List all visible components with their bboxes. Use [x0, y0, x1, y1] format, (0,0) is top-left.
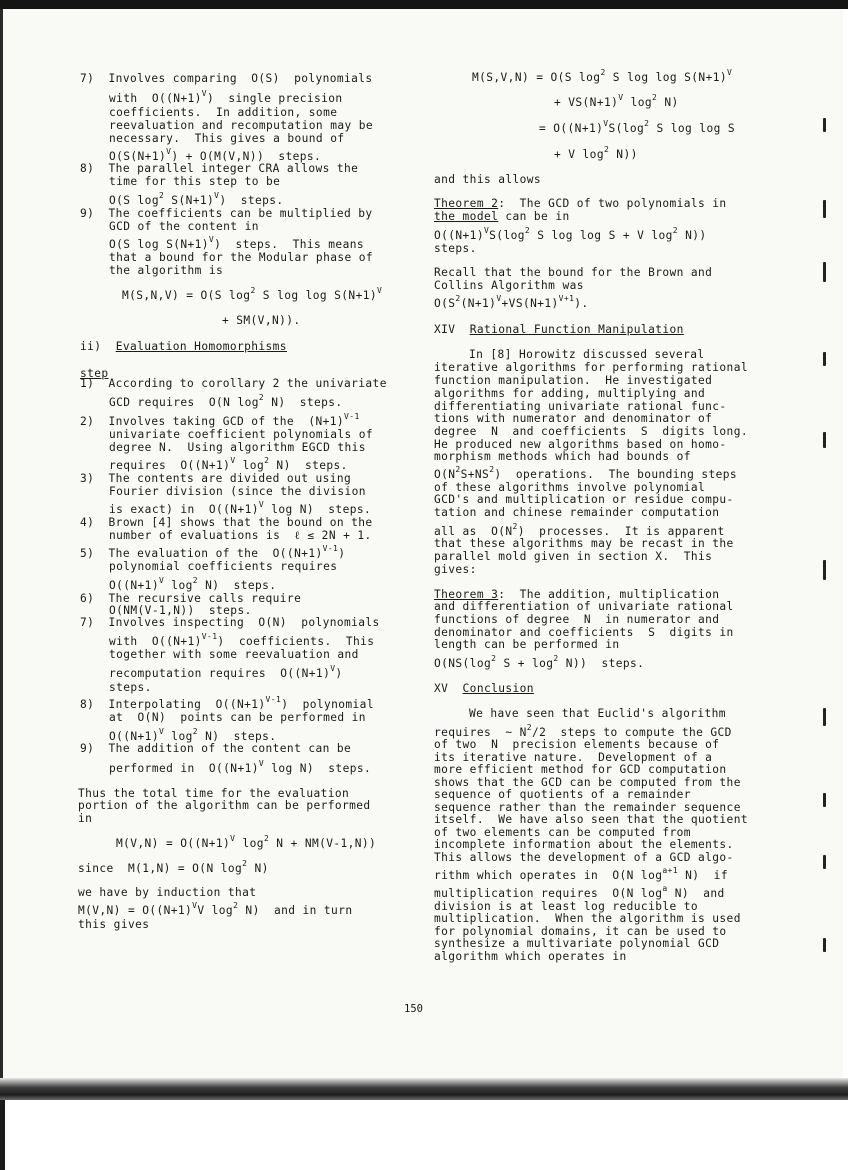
right_column-text-line: shows that the GCD can be computed from the	[434, 776, 741, 789]
left_column-text-line: degree N. Using algorithm EGCD this	[109, 441, 366, 454]
right_column-text-line: + $VS(N+1)^V$ $\log^2 N$)	[554, 93, 679, 109]
right_column-text-line: of two N precision elements because of	[434, 738, 720, 751]
right_column-text-line: function manipulation. He investigated	[434, 374, 713, 387]
margin-mark	[823, 855, 826, 869]
scan-top-border	[0, 0, 848, 9]
left_column-text-line: portion of the algorithm can be performed	[78, 799, 371, 812]
left_column-text-line: $M(V,N) = O((N+1)^V$ $\log^2 N + NM(V-1,N)$)	[116, 834, 377, 850]
left_column-text-line: 4) Brown [4] shows that the bound on the	[80, 516, 373, 529]
margin-mark	[823, 352, 826, 366]
margin-mark	[823, 200, 826, 218]
right_column-text-line: requires ~ $N^2/2$ steps to compute the GCD	[434, 723, 732, 739]
left_column-text-line: O(S $\log S(N+1)^V$) steps. This means	[109, 235, 364, 251]
right_column-text-line: $O(NS(\log^2$ $S + \log^2 N$)) steps.	[434, 654, 645, 670]
right_column-text-line: This allows the development of a GCD algo-	[434, 851, 734, 864]
left_column-text-line: 7) Involves inspecting O(N) polynomials	[80, 616, 380, 629]
right_column-text-line: multiplication. When the algorithm is used	[434, 912, 741, 925]
right_column-text-line: + V $\log^2 N$))	[554, 145, 638, 161]
left_column-text-line: 9) The coefficients can be multiplied by	[80, 207, 373, 220]
left_column-text-line: polynomial coefficients requires	[109, 560, 338, 573]
right_column-text-line: differentiating univariate rational func-	[434, 400, 727, 413]
right_column-text-line: that these algorithms may be recast in the	[434, 537, 734, 550]
right_column-text-line: GCD's and multiplication or residue compu-	[434, 493, 734, 506]
right_column-text-line: of two elements can be computed from	[434, 826, 691, 839]
right_column-text-line: algorithm which operates in	[434, 950, 627, 963]
right_column-text-line: XIV Rational Function Manipulation	[434, 323, 684, 336]
left_column-text-line: number of evaluations is ℓ ≤ 2N + 1.	[109, 529, 372, 542]
margin-mark	[823, 560, 826, 580]
right_column-text-line: $O((N+1)^VS(\log^2$ S log log S + V $\log^2 N$))	[434, 226, 707, 242]
margin-mark	[823, 938, 826, 952]
left_column-text-line: Fourier division (since the division	[109, 485, 366, 498]
right_column-text-line: incomplete information about the elements.	[434, 838, 734, 851]
margin-mark	[823, 118, 826, 132]
left_column-text-line: time for this step to be	[109, 175, 281, 188]
left_column-text-line: 9) The addition of the content can be	[80, 742, 352, 755]
left_column-text-line: steps.	[109, 681, 152, 694]
left_column-text-line: together with some reevaluation and	[109, 648, 359, 661]
left_column-text-line: this gives	[78, 918, 150, 931]
margin-mark	[823, 262, 826, 282]
left_column-text-line: $O((N+1)^V$ $\log^2 N$) steps.	[109, 576, 277, 592]
right_column-text-line: rithm which operates in O(N $\log^{a+1} N$) if	[434, 866, 728, 882]
left_column-text-line: step	[80, 367, 109, 380]
left_column-text-line: reevaluation and recomputation may be	[109, 119, 374, 132]
right_column-text-line: = $O((N+1)^VS(\log^2$ S log log S	[539, 119, 735, 135]
left_column-text-line: in	[78, 812, 93, 825]
right_column-text-line: sequence of quotients of a remainder	[434, 788, 691, 801]
right_column-text-line: steps.	[434, 242, 477, 255]
right_column-text-line: its iterative nature. Development of a	[434, 751, 713, 764]
right_column-text-line: He produced new algorithms based on homo-	[434, 438, 727, 451]
margin-mark	[823, 432, 826, 448]
right_column-text-line: morphism methods which had bounds of	[434, 450, 691, 463]
left_column-text-line: with $O((N+1)^V)$ single precision	[109, 89, 343, 105]
left_column-text-line: requires $O((N+1)^V$ $\log^2 N$) steps.	[109, 456, 348, 472]
left_column-text-line: since M(1,N) = O(N $\log^2 N$)	[78, 859, 269, 875]
left_column-text-line: Thus the total time for the evaluation	[78, 787, 350, 800]
left_column-text-line: $O(S(N+1)^V) + O(M(V,N))$ steps.	[109, 147, 322, 163]
right_column-text-line: and this allows	[434, 173, 542, 186]
left_column-text-line: that a bound for the Modular phase of	[109, 251, 374, 264]
right_column-text-line: of these algorithms involve polynomial	[434, 481, 706, 494]
left_column-text-line: 8) Interpolating $O((N+1)^{V-1})$ polynomial	[80, 695, 374, 711]
left_column-text-line: 5) The evaluation of the $O((N+1)^{V-1})$	[80, 544, 346, 560]
right_column-text-line: tation and chinese remainder computation	[434, 506, 720, 519]
page-number: 150	[404, 1003, 423, 1015]
right_column-text-line: all as $O(N^2)$ processes. It is apparent	[434, 522, 725, 538]
right_column-text-line: for polynomial domains, it can be used to	[434, 925, 727, 938]
left_column-text-line: performed in $O((N+1)^V$ log N) steps.	[109, 759, 372, 775]
left_column-text-line: GCD of the content in	[109, 220, 259, 233]
right_column-text-line: multiplication requires O(N $\log^a N$) and	[434, 884, 725, 900]
right_column-text-line: functions of degree N in numerator and	[434, 613, 720, 626]
left_column-text-line: recomputation requires $O((N+1)^V)$	[109, 664, 343, 680]
right_column-text-line: length can be performed in	[434, 638, 620, 651]
left_column-text-line: 8) The parallel integer CRA allows the	[80, 162, 359, 175]
right_column-text-line: algorithms for adding, multiplying and	[434, 387, 706, 400]
left_column-text-line: 7) Involves comparing O(S) polynomials	[80, 72, 373, 85]
left_column-text-line: coefficients. In addition, some	[109, 106, 338, 119]
margin-mark	[823, 708, 826, 726]
left_column-text-line: the algorithm is	[109, 264, 224, 277]
right_column-text-line: $O(S^2(N+1)^V+VS(N+1)^{V+1})$.	[434, 294, 589, 310]
right_column-text-line: Theorem 2: The GCD of two polynomials in	[434, 197, 727, 210]
left_column-text-line: univariate coefficient polynomials of	[109, 428, 374, 441]
right_column-text-line: division is at least log reducible to	[434, 900, 699, 913]
left_column-text-line: we have by induction that	[78, 886, 257, 899]
right_column-text-line: degree N and coefficients S digits long.	[434, 425, 748, 438]
left_column-text-line: 2) Involves taking GCD of the $(N+1)^{V-1}$	[80, 412, 360, 428]
right_column-text-line: iterative algorithms for performing rational	[434, 361, 748, 374]
left_column-text-line: 6) The recursive calls require	[80, 592, 302, 605]
left_column-text-line: at O(N) points can be performed in	[109, 711, 366, 724]
right_column-text-line: We have seen that Euclid's algorithm	[469, 707, 726, 720]
right_column-text-line: gives:	[434, 563, 477, 576]
right_column-text-line: itself. We have also seen that the quotient	[434, 813, 748, 826]
scan-bottom-margin	[0, 1100, 848, 1170]
right_column-text-line: and differentiation of univariate rational	[434, 600, 734, 613]
right_column-text-line: the model can be in	[434, 210, 570, 223]
right_column-text-line: In [8] Horowitz discussed several	[469, 348, 705, 361]
right_column-text-line: tions with numerator and denominator of	[434, 412, 713, 425]
left_column-text-line: O(S $\log^2 S(N+1)^V$) steps.	[109, 191, 284, 207]
right_column-text-line: synthesize a multivariate polynomial GCD	[434, 937, 720, 950]
right_column-text-line: Theorem 3: The addition, multiplication	[434, 588, 720, 601]
left_column-text-line: + SM(V,N)).	[222, 314, 301, 327]
right_column-text-line: parallel mold given in section X. This	[434, 550, 713, 563]
left_column-text-line: $O((N+1)^V$ $\log^2 N$) steps.	[109, 727, 277, 743]
scan-bottom-border	[0, 1078, 848, 1102]
margin-mark	[823, 793, 826, 807]
left_column-text-line: 3) The contents are divided out using	[80, 472, 352, 485]
right_column-text-line: sequence rather than the remainder sequence	[434, 801, 741, 814]
right_column-text-line: M(S,V,N) = O(S $\log^2 S$ $\log \log S(N+1)^V$	[472, 68, 733, 84]
right_column-text-line: $O(N^2S+NS^2)$ operations. The bounding steps	[434, 465, 738, 481]
right_column-text-line: more efficient method for GCD computation	[434, 763, 727, 776]
left_column-text-line: O(NM(V-1,N)) steps.	[109, 604, 252, 617]
right_column-text-line: Collins Algorithm was	[434, 279, 584, 292]
left_column-text-line: $M(V,N) = O((N+1)^VV$ $\log^2 N$) and in turn	[78, 901, 353, 917]
right_column-text-line: Recall that the bound for the Brown and	[434, 266, 713, 279]
right_column-text-line: XV Conclusion	[434, 682, 534, 695]
left_column-text-line: M(S,N,V) = O(S $\log^2 S$ $\log \log S(N+1)^V$	[122, 286, 383, 302]
left_column-text-line: GCD requires O(N $\log^2 N$) steps.	[109, 393, 343, 409]
left_column-text-line: necessary. This gives a bound of	[109, 132, 345, 145]
left_column-text-line: is exact) in $O((N+1)^V$ log N) steps.	[109, 500, 372, 516]
left_column-text-line: ii) Evaluation Homomorphisms	[80, 340, 287, 353]
right_column-text-line: denominator and coefficients S digits in	[434, 626, 734, 639]
left_column-text-line: with $O((N+1)^{V-1})$ coefficients. This	[109, 632, 375, 648]
left_column-text-line: 1) According to corollary 2 the univariate	[80, 377, 387, 390]
